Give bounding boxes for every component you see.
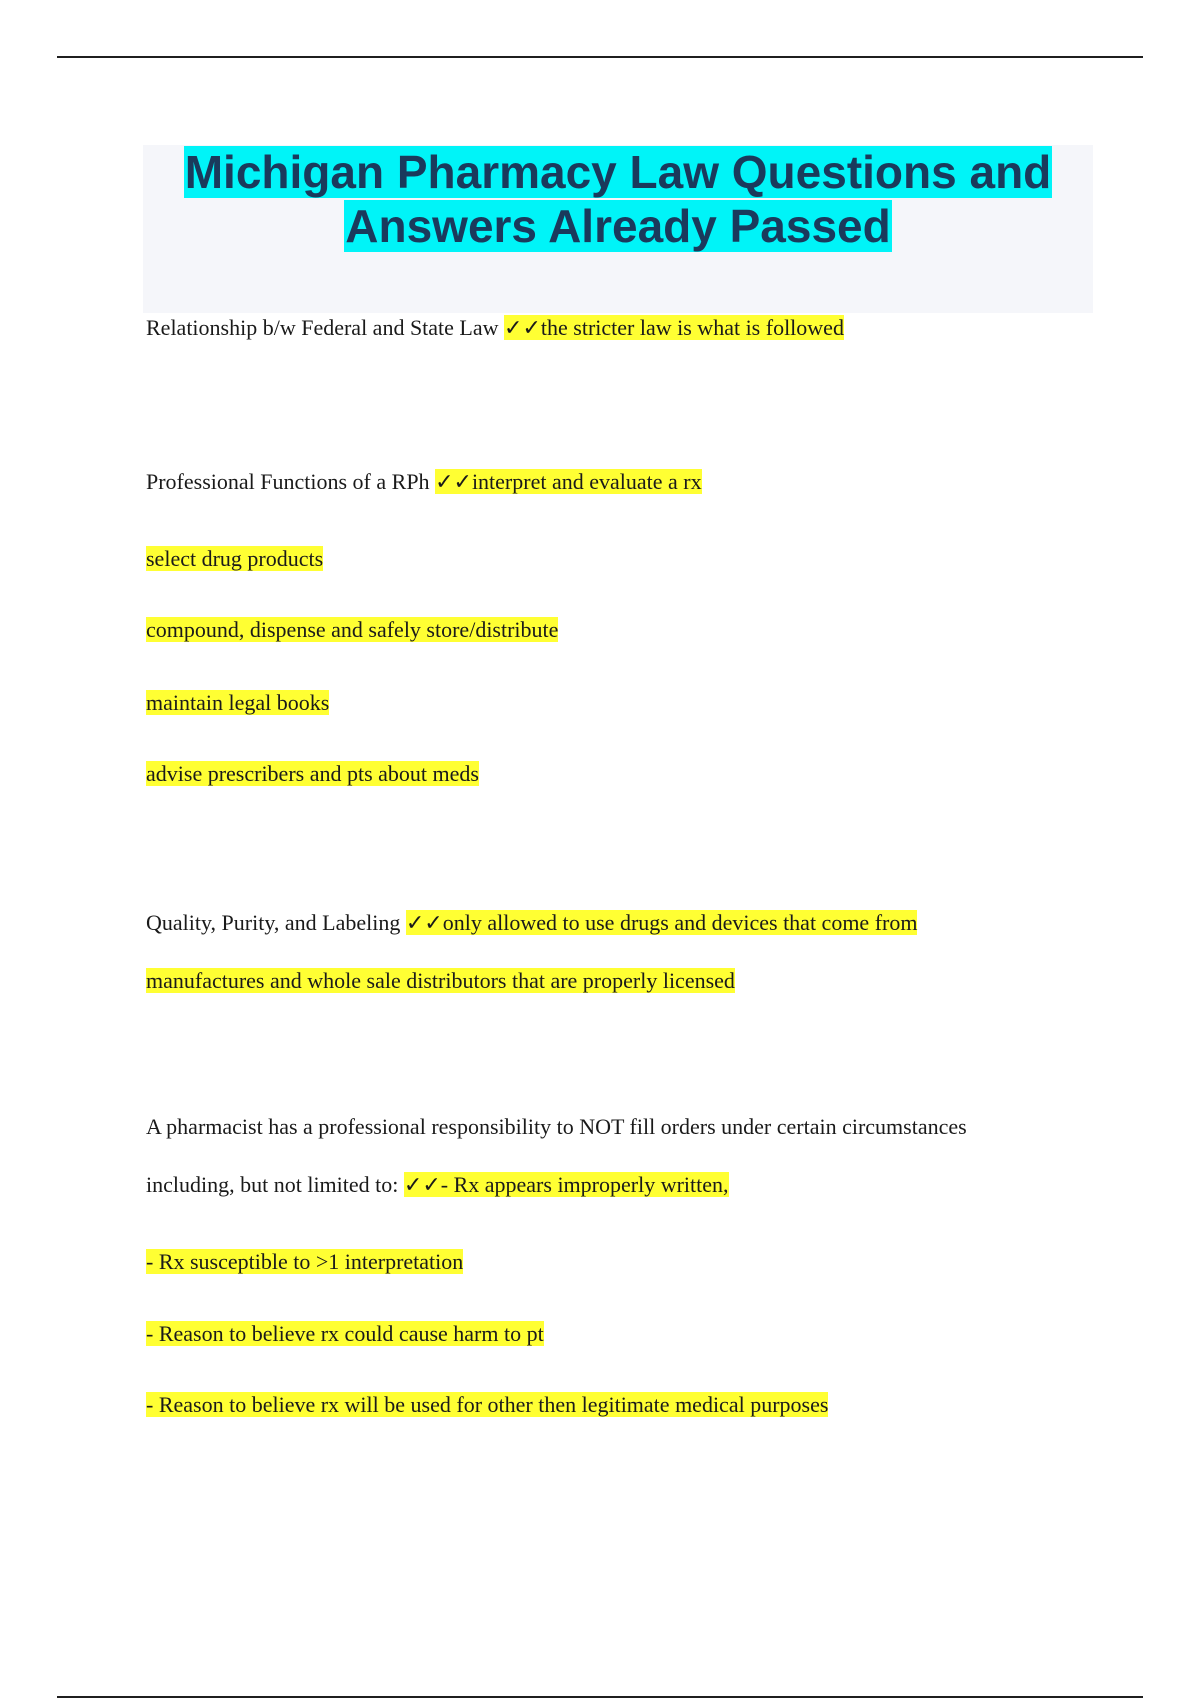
qa-item-4-question-line-2 bbox=[146, 1170, 729, 1201]
title-box bbox=[143, 145, 1093, 313]
qa-item-2-answer-line-3: maintain legal books bbox=[146, 690, 330, 715]
answer-text: interpret and evaluate a rx bbox=[471, 469, 702, 494]
qa-item-2-answer-line-2: compound, dispense and safely store/distribute bbox=[146, 617, 559, 642]
question-text: Professional Functions of a RPh bbox=[146, 469, 430, 494]
qa-item-2-answer-line-1: select drug products bbox=[146, 546, 324, 571]
qa-item-2-answer-line-4: advise prescribers and pts about meds bbox=[146, 761, 479, 786]
qa-item-1-question bbox=[146, 313, 844, 344]
double-check-icon: ✓✓ bbox=[403, 1173, 441, 1198]
title-line-1: Michigan Pharmacy Law Questions and bbox=[184, 146, 1052, 198]
question-text: Quality, Purity, and Labeling bbox=[146, 910, 401, 935]
answer-text: only allowed to use drugs and devices that come from bbox=[442, 910, 918, 935]
double-check-icon: ✓✓ bbox=[504, 316, 541, 341]
qa-item-2-question bbox=[146, 467, 702, 498]
qa-item-4-answer-line-3: - Reason to believe rx will be used for other then legitimate medical purposes bbox=[146, 1392, 829, 1417]
footer-rule bbox=[57, 1696, 1143, 1698]
qa-item-4-answer-line-1: - Rx susceptible to >1 interpretation bbox=[146, 1249, 464, 1274]
qa-item-3-question bbox=[146, 908, 917, 939]
question-text: Relationship b/w Federal and State Law bbox=[146, 315, 499, 340]
header-rule bbox=[57, 56, 1143, 58]
double-check-icon: ✓✓ bbox=[435, 470, 472, 495]
answer-highlight bbox=[406, 910, 918, 935]
double-check-icon: ✓✓ bbox=[405, 911, 443, 936]
answer-text: the stricter law is what is followed bbox=[540, 315, 844, 340]
qa-item-4-answer-line-2: - Reason to believe rx could cause harm to pt bbox=[146, 1321, 544, 1346]
answer-highlight bbox=[435, 469, 702, 494]
qa-item-3-answer-line-1: manufactures and whole sale distributors that are properly licensed bbox=[146, 968, 735, 993]
question-text: including, but not limited to: bbox=[146, 1172, 399, 1197]
document-title bbox=[143, 145, 1093, 253]
answer-highlight bbox=[504, 315, 844, 340]
qa-item-4-question-line-1: A pharmacist has a professional responsibility to NOT fill orders under certain circumstances bbox=[146, 1114, 967, 1139]
answer-highlight bbox=[404, 1172, 729, 1197]
answer-text: - Rx appears improperly written, bbox=[440, 1172, 729, 1197]
title-line-2: Answers Already Passed bbox=[345, 200, 891, 252]
